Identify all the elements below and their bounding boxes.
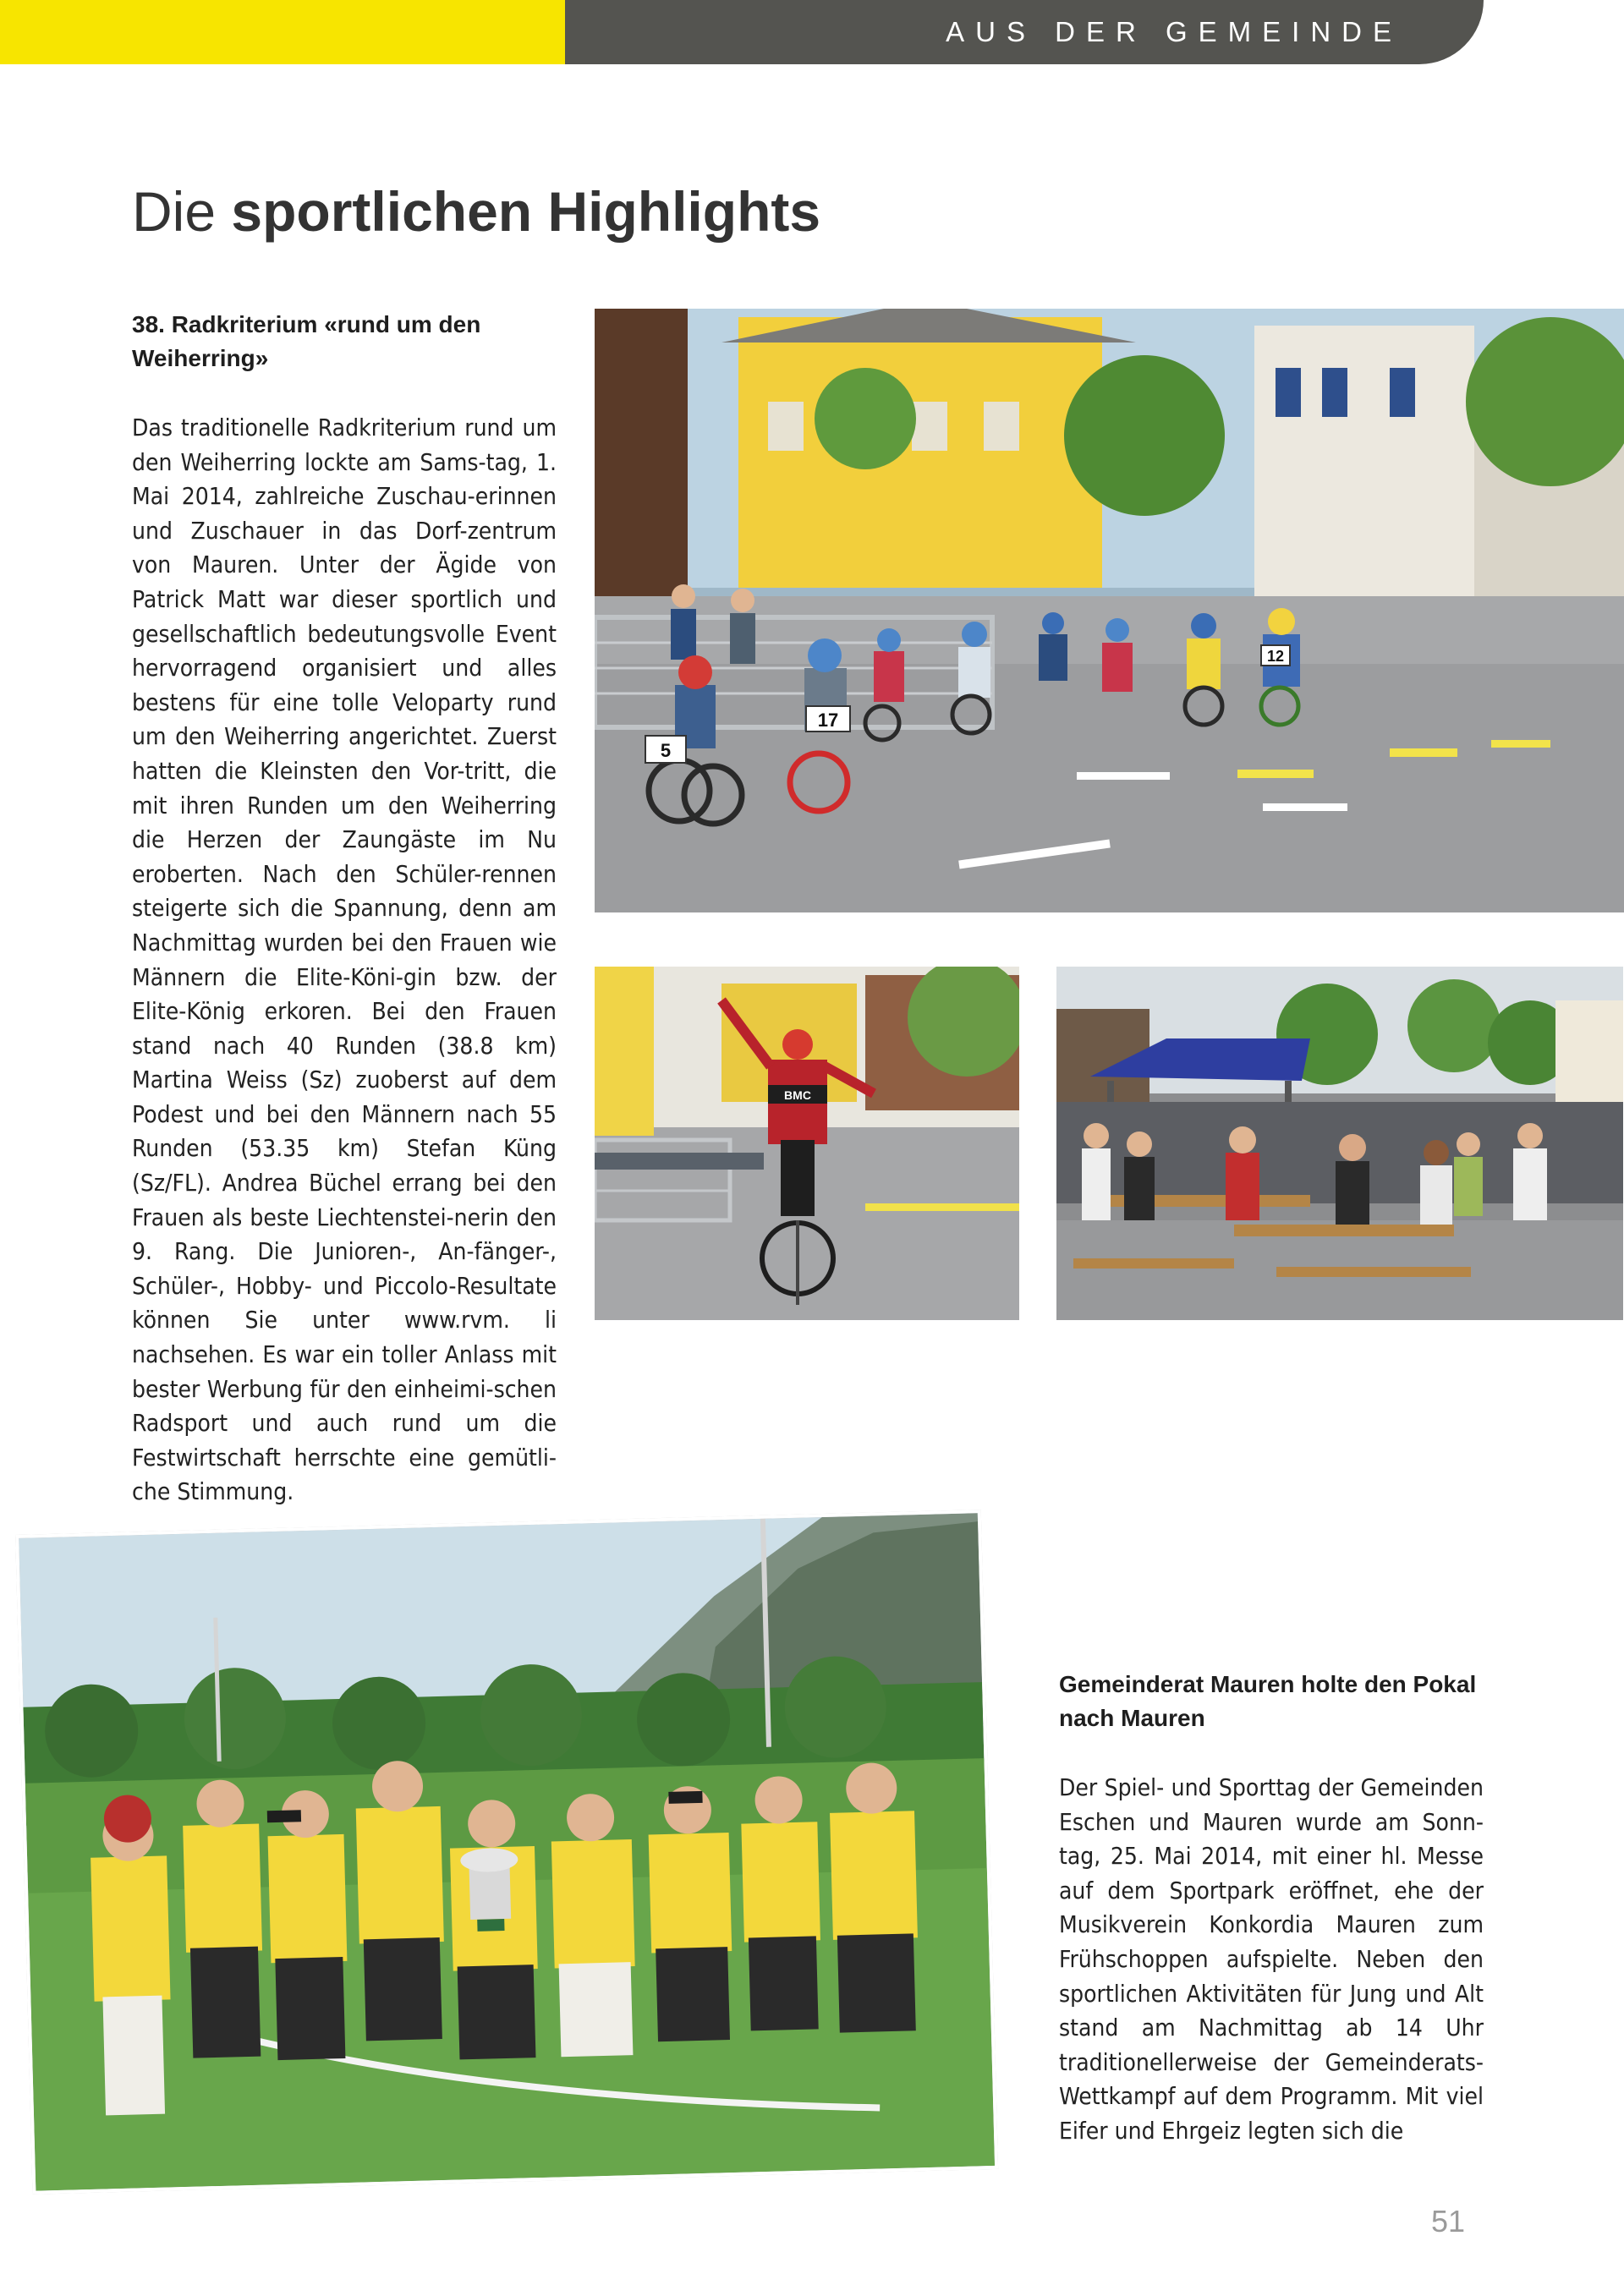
section-header [565,0,1484,64]
winner-jersey-text: BMC [784,1088,811,1102]
page-title-bold: sportlichen Highlights [231,180,821,243]
article-heading-radkriterium: 38. Radkriterium «rund um den Weiherring» [132,311,481,371]
bib-number-5: 5 [660,740,672,761]
photo-race-winner [595,967,1019,1320]
photo-council-team-trophy [15,1510,998,2195]
article-body-radkriterium: Das traditionelle Radkriterium rund um den Weiherring lockte am Sams-tag, 1. Mai 2014, zahlreiche Zuschau-erinnen und Zuschauer in das Dorf-zentrum von Mauren. Unter der Ägide von Patrick Matt war dieser sportlich und gesellschaftlich bedeutungsvolle Event hervorragend organisiert und alles bestens für eine tolle Veloparty rund um den Weiherring angerichtet. Zuerst hatten die Kleinsten den Vor-tritt, die mit ihren Runden um den Weiherring die Herzen der Zaungäste im Nu eroberten. Nach den Schüler-rennen steigerte sich die Spannung, denn am Nachmittag wurden bei den Frauen wie Männern die Elite-Köni-gin bzw. der Elite-König erkoren. Bei den Frauen stand nach 40 Runden (38.8 km) Martina Weiss (Sz) zuoberst auf dem Podest und bei den Männern nach 55 Runden (53.35 km) Stefan Küng (Sz/FL). Andrea Büchel errang bei den Frauen als beste Liechtenstei-nerin den 9. Rang. Die Junioren-, An-fänger-, Schüler-, Hobby- und Piccolo-Resultate können Sie unter www.rvm. li nachsehen. Es war ein toller Anlass mit bester Werbung für den einheimi-schen Radsport und auch rund um die Festwirtschaft herrschte eine gemütli-che Stimmung. [132,414,557,1506]
photo-kids-bike-race [595,309,1624,912]
page-title-light: Die [132,180,217,243]
bib-number-12: 12 [1266,648,1285,665]
bib-number-17: 17 [817,710,839,731]
photo-festival-crowd [1056,967,1623,1320]
page-number: 51 [1430,2204,1465,2238]
header-accent-bar [0,0,565,64]
page-title [132,179,820,244]
article-heading-gemeinderat: Gemeinderat Mauren holte den Pokal nach Mauren [1059,1671,1477,1731]
section-label: AUS DER GEMEINDE [946,16,1402,47]
article-body-gemeinderat: Der Spiel- und Sporttag der Gemeinden Eschen und Mauren wurde am Sonn-tag, 25. Mai 2014, mit einer hl. Messe auf dem Sportpark eröffnet, ehe der Musikverein Konkordia Mauren zum Frühschoppen aufspielte. Neben den sportlichen Aktivitäten für Jung und Alt stand am Nachmittag ab 14 Uhr traditionellerweise der Gemeinderats-Wettkampf auf dem Programm. Mit viel Eifer und Ehrgeiz legten sich die [1059,1773,1484,2145]
